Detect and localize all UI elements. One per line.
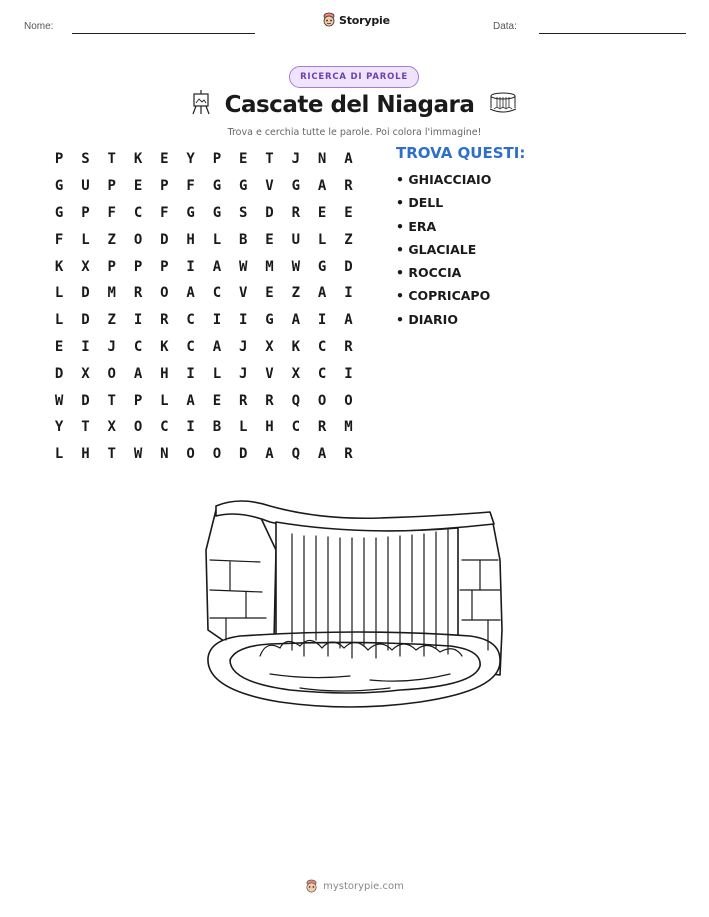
grid-letter: A bbox=[133, 365, 143, 382]
grid-letter: W bbox=[291, 258, 301, 275]
grid-row bbox=[46, 414, 362, 441]
grid-letter: G bbox=[265, 312, 274, 329]
grid-letter: E bbox=[265, 285, 274, 302]
grid-letter: I bbox=[344, 365, 353, 382]
grid-letter: W bbox=[133, 446, 143, 463]
grid-letter: Z bbox=[291, 285, 301, 302]
grid-letter: U bbox=[81, 178, 90, 195]
grid-letter: X bbox=[81, 258, 90, 275]
grid-letter: O bbox=[317, 392, 327, 409]
grid-letter: I bbox=[133, 312, 143, 329]
grid-letter: E bbox=[54, 338, 64, 355]
word-list-item: • COPRICAPO bbox=[396, 288, 491, 304]
date-line bbox=[539, 33, 686, 34]
grid-letter: A bbox=[344, 312, 353, 329]
grid-row bbox=[46, 280, 362, 307]
storypie-mascot-icon bbox=[322, 12, 336, 28]
grid-letter: R bbox=[317, 419, 327, 436]
grid-letter: A bbox=[212, 338, 222, 355]
grid-letter: I bbox=[186, 419, 195, 436]
grid-row bbox=[46, 200, 362, 227]
page-title bbox=[0, 89, 709, 118]
niagara-falls-illustration bbox=[200, 490, 510, 725]
word-list-title: TROVA QUESTI: bbox=[396, 144, 526, 162]
grid-letter: G bbox=[54, 204, 64, 221]
grid-letter: R bbox=[239, 392, 248, 409]
word-list-item: • GHIACCIAIO bbox=[396, 172, 492, 187]
grid-letter: H bbox=[81, 446, 90, 463]
grid-letter: W bbox=[54, 392, 64, 409]
word-list-item: • ROCCIA bbox=[396, 265, 462, 281]
brand-name: Storypie bbox=[339, 13, 390, 27]
grid-letter: P bbox=[81, 204, 90, 221]
grid-letter: S bbox=[239, 204, 248, 221]
grid-letter: C bbox=[186, 338, 195, 355]
grid-letter: P bbox=[160, 258, 169, 275]
grid-row bbox=[46, 360, 362, 387]
grid-letter: D bbox=[239, 446, 248, 463]
grid-letter: I bbox=[239, 312, 248, 329]
grid-letter: T bbox=[107, 446, 116, 463]
grid-letter: T bbox=[107, 392, 116, 409]
grid-letter: A bbox=[344, 151, 353, 168]
grid-letter: O bbox=[160, 285, 169, 302]
grid-row bbox=[46, 253, 362, 280]
name-line bbox=[72, 33, 255, 34]
grid-letter: I bbox=[81, 338, 90, 355]
grid-letter: A bbox=[317, 178, 327, 195]
grid-letter: G bbox=[212, 178, 222, 195]
grid-letter: E bbox=[317, 204, 327, 221]
worksheet-type-badge: RICERCA DI PAROLE bbox=[289, 66, 419, 88]
grid-letter: K bbox=[54, 258, 64, 275]
grid-letter: P bbox=[133, 392, 143, 409]
grid-letter: D bbox=[81, 392, 90, 409]
word-list-item: • ERA bbox=[396, 218, 437, 234]
grid-letter: R bbox=[344, 178, 353, 195]
storypie-mascot-icon bbox=[305, 879, 318, 894]
grid-letter: I bbox=[317, 312, 327, 329]
grid-letter: H bbox=[186, 231, 195, 248]
grid-letter: O bbox=[133, 231, 143, 248]
grid-letter: L bbox=[212, 365, 222, 382]
grid-row bbox=[46, 387, 362, 414]
grid-letter: P bbox=[160, 178, 169, 195]
grid-letter: P bbox=[107, 258, 116, 275]
grid-row bbox=[46, 173, 362, 200]
footer-url: mystorypie.com bbox=[323, 881, 404, 892]
grid-letter: E bbox=[133, 178, 143, 195]
grid-letter: T bbox=[265, 151, 274, 168]
grid-letter: L bbox=[54, 446, 64, 463]
easel-icon bbox=[191, 89, 211, 115]
grid-letter: A bbox=[212, 258, 222, 275]
grid-letter: C bbox=[317, 365, 327, 382]
grid-letter: R bbox=[160, 312, 169, 329]
grid-row bbox=[46, 226, 362, 253]
grid-letter: L bbox=[54, 312, 64, 329]
grid-letter: A bbox=[186, 285, 195, 302]
word-list bbox=[396, 172, 491, 335]
grid-letter: Z bbox=[107, 231, 116, 248]
grid-letter: C bbox=[291, 419, 301, 436]
grid-letter: F bbox=[186, 178, 195, 195]
grid-letter: V bbox=[239, 285, 248, 302]
grid-letter: K bbox=[291, 338, 301, 355]
grid-letter: G bbox=[239, 178, 248, 195]
grid-letter: R bbox=[265, 392, 274, 409]
grid-letter: E bbox=[265, 231, 274, 248]
grid-letter: D bbox=[81, 285, 90, 302]
grid-letter: J bbox=[239, 365, 248, 382]
grid-letter: D bbox=[344, 258, 353, 275]
grid-letter: I bbox=[344, 285, 353, 302]
grid-letter: G bbox=[212, 204, 222, 221]
grid-letter: L bbox=[239, 419, 248, 436]
grid-letter: X bbox=[291, 365, 301, 382]
grid-letter: N bbox=[160, 446, 169, 463]
grid-letter: P bbox=[212, 151, 222, 168]
grid-row bbox=[46, 441, 362, 468]
grid-letter: A bbox=[265, 446, 274, 463]
grid-letter: F bbox=[54, 231, 64, 248]
grid-letter: T bbox=[81, 419, 90, 436]
grid-letter: K bbox=[133, 151, 143, 168]
grid-letter: T bbox=[107, 151, 116, 168]
grid-letter: D bbox=[81, 312, 90, 329]
grid-letter: O bbox=[344, 392, 353, 409]
word-list-item: • DELL bbox=[396, 195, 444, 211]
title-text: Cascate del Niagara bbox=[224, 92, 475, 118]
grid-letter: E bbox=[160, 151, 169, 168]
grid-letter: N bbox=[317, 151, 327, 168]
grid-letter: O bbox=[133, 419, 143, 436]
grid-letter: J bbox=[291, 151, 301, 168]
grid-row bbox=[46, 334, 362, 361]
grid-letter: D bbox=[54, 365, 64, 382]
word-search-grid bbox=[46, 146, 362, 468]
waterfall-icon bbox=[488, 91, 518, 115]
grid-letter: C bbox=[133, 204, 143, 221]
grid-letter: X bbox=[107, 419, 116, 436]
grid-letter: P bbox=[133, 258, 143, 275]
grid-letter: S bbox=[81, 151, 90, 168]
grid-letter: H bbox=[160, 365, 169, 382]
grid-letter: A bbox=[291, 312, 301, 329]
grid-letter: M bbox=[265, 258, 274, 275]
grid-letter: O bbox=[107, 365, 116, 382]
grid-letter: I bbox=[212, 312, 222, 329]
grid-letter: Z bbox=[107, 312, 116, 329]
grid-letter: G bbox=[186, 204, 195, 221]
grid-row bbox=[46, 146, 362, 173]
grid-letter: D bbox=[160, 231, 169, 248]
grid-letter: F bbox=[160, 204, 169, 221]
grid-letter: L bbox=[54, 285, 64, 302]
grid-letter: V bbox=[265, 365, 274, 382]
grid-letter: O bbox=[186, 446, 195, 463]
grid-letter: Q bbox=[291, 446, 301, 463]
date-label: Data: bbox=[493, 21, 517, 32]
grid-letter: V bbox=[265, 178, 274, 195]
brand-logo bbox=[322, 12, 390, 28]
grid-letter: I bbox=[186, 258, 195, 275]
grid-letter: B bbox=[239, 231, 248, 248]
grid-letter: L bbox=[160, 392, 169, 409]
grid-letter: A bbox=[317, 285, 327, 302]
grid-letter: Y bbox=[186, 151, 195, 168]
grid-letter: R bbox=[344, 338, 353, 355]
grid-letter: C bbox=[186, 312, 195, 329]
grid-letter: D bbox=[265, 204, 274, 221]
grid-letter: K bbox=[160, 338, 169, 355]
footer bbox=[0, 879, 709, 894]
grid-letter: U bbox=[291, 231, 301, 248]
grid-letter: Y bbox=[54, 419, 64, 436]
name-label: Nome: bbox=[24, 21, 54, 32]
grid-letter: C bbox=[133, 338, 143, 355]
grid-letter: G bbox=[317, 258, 327, 275]
grid-letter: E bbox=[344, 204, 353, 221]
grid-letter: C bbox=[317, 338, 327, 355]
grid-letter: M bbox=[107, 285, 116, 302]
grid-letter: R bbox=[291, 204, 301, 221]
grid-letter: G bbox=[54, 178, 64, 195]
grid-letter: R bbox=[344, 446, 353, 463]
grid-letter: F bbox=[107, 204, 116, 221]
grid-letter: L bbox=[212, 231, 222, 248]
grid-letter: X bbox=[81, 365, 90, 382]
grid-letter: P bbox=[54, 151, 64, 168]
grid-letter: B bbox=[212, 419, 222, 436]
grid-letter: J bbox=[107, 338, 116, 355]
grid-letter: Q bbox=[291, 392, 301, 409]
grid-letter: G bbox=[291, 178, 301, 195]
grid-letter: W bbox=[239, 258, 248, 275]
grid-letter: L bbox=[81, 231, 90, 248]
grid-letter: C bbox=[212, 285, 222, 302]
grid-letter: Z bbox=[344, 231, 353, 248]
grid-letter: C bbox=[160, 419, 169, 436]
grid-letter: P bbox=[107, 178, 116, 195]
grid-letter: X bbox=[265, 338, 274, 355]
grid-letter: R bbox=[133, 285, 143, 302]
word-list-item: • DIARIO bbox=[396, 311, 458, 327]
grid-letter: A bbox=[317, 446, 327, 463]
grid-letter: I bbox=[186, 365, 195, 382]
grid-letter: J bbox=[239, 338, 248, 355]
grid-letter: H bbox=[265, 419, 274, 436]
grid-letter: E bbox=[212, 392, 222, 409]
instructions: Trova e cerchia tutte le parole. Poi colora l'immagine! bbox=[227, 127, 482, 138]
grid-letter: E bbox=[239, 151, 248, 168]
word-list-item: • GLACIALE bbox=[396, 241, 477, 257]
grid-letter: L bbox=[317, 231, 327, 248]
grid-letter: M bbox=[344, 419, 353, 436]
grid-row bbox=[46, 307, 362, 334]
grid-letter: O bbox=[212, 446, 222, 463]
grid-letter: A bbox=[186, 392, 195, 409]
